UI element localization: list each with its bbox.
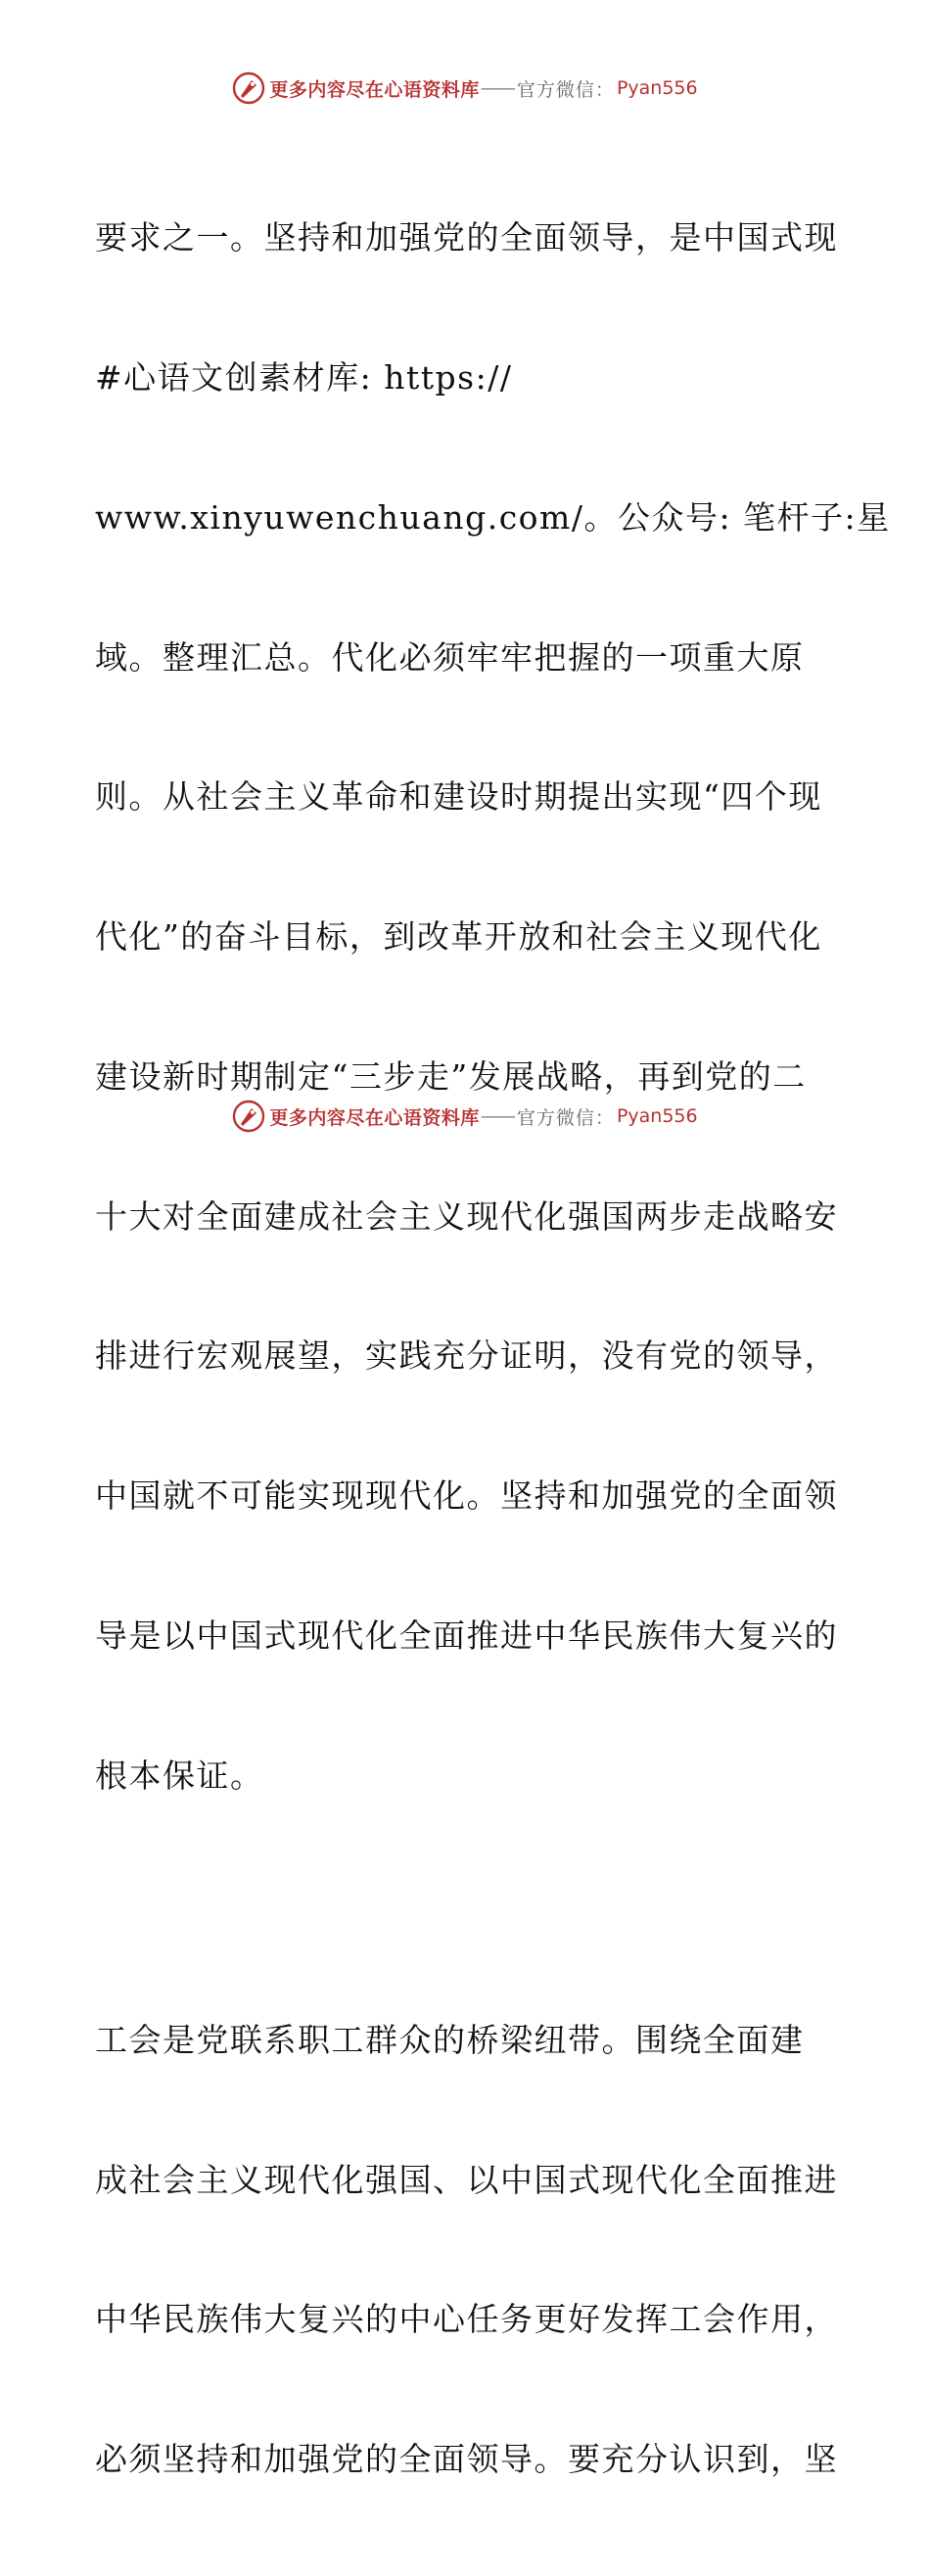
banner-wechat-id: Pyan556 [616,77,698,99]
text-line: 建设新时期制定“三步走”发展战略，再到党的二 [95,1056,807,1096]
text-line: www.xinyuwenchuang.com/。公众号: 笔杆子:星 [95,497,891,537]
text-line: 十大对全面建成社会主义现代化强国两步走战略安 [95,1196,838,1236]
text-line: 根本保证。 [95,1756,264,1795]
text-line: 中国就不可能实现现代化。坚持和加强党的全面领 [95,1476,838,1516]
text-line: 成社会主义现代化强国、以中国式现代化全面推进 [95,2160,838,2199]
banner-wechat-label: 官方微信： [516,78,615,101]
text-line: 导是以中国式现代化全面推进中华民族伟大复兴的 [95,1616,838,1655]
text-line: 必须坚持和加强党的全面领导。要充分认识到，坚 [95,2440,838,2479]
banner-slogan: 更多内容尽在心语资料库 [269,1106,480,1129]
text-line: 中华民族伟大复兴的中心任务更好发挥工会作用， [95,2300,838,2339]
text-line: 代化”的奋斗目标，到改革开放和社会主义现代化 [95,917,822,957]
pen-nib-circle-icon [232,71,265,105]
text-line: #心语文创素材库: https:// [95,357,513,397]
footer-banner [0,1097,930,1136]
text-line: 域。整理汇总。代化必须牢牢把握的一项重大原 [95,637,805,677]
paragraph-2 [95,1924,839,2576]
document-body [95,121,891,2576]
text-line: 工会是党联系职工群众的桥梁纽带。围绕全面建 [95,2020,805,2059]
banner-wechat-id: Pyan556 [616,1105,698,1127]
text-line: 要求之一。坚持和加强党的全面领导，是中国式现 [95,218,838,258]
text-line: 排进行宏观展望，实践充分证明，没有党的领导， [95,1336,838,1376]
header-banner [0,69,930,108]
pen-nib-circle-icon [232,1100,265,1133]
banner-slogan: 更多内容尽在心语资料库 [269,78,480,101]
banner-dash: —— [480,1105,514,1127]
text-line: 则。从社会主义革命和建设时期提出实现“四个现 [95,777,822,817]
banner-wechat-label: 官方微信： [516,1106,615,1129]
paragraph-1 [95,121,891,1893]
banner-dash: —— [480,77,514,99]
